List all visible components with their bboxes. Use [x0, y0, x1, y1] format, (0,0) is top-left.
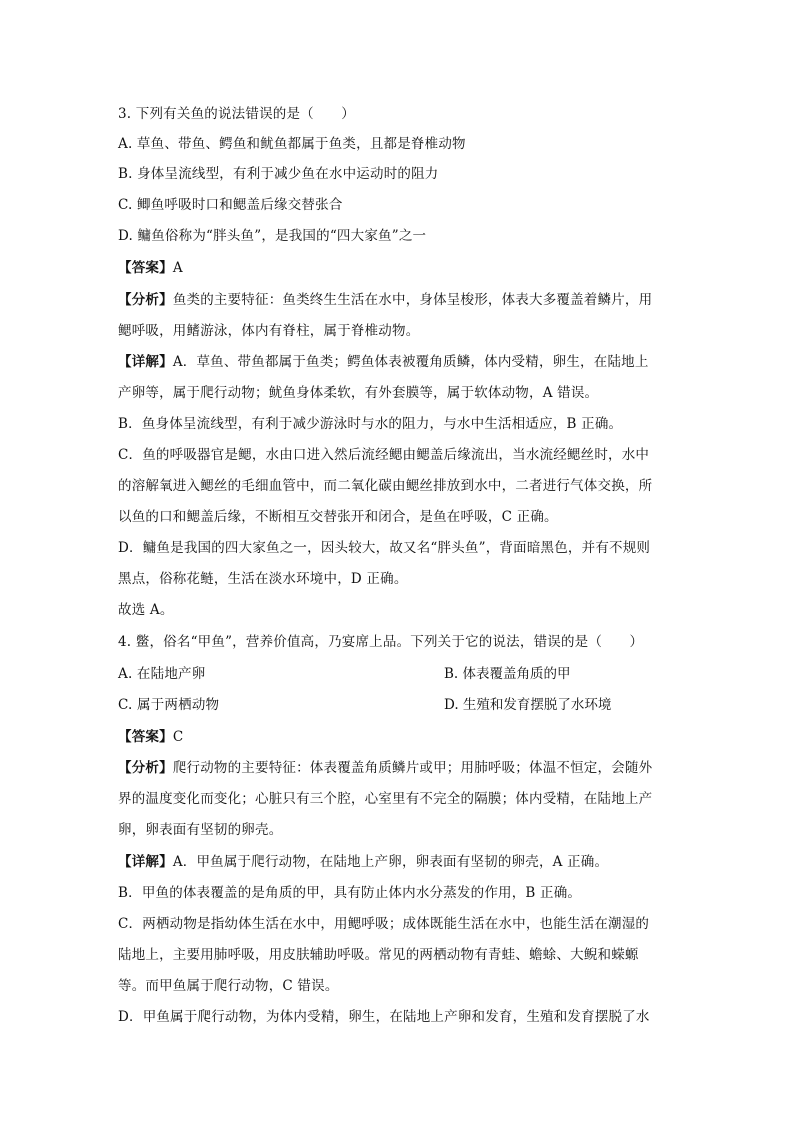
q4-stem: 4. 鳖，俗名“甲鱼”，营养价值高，乃宴席上品。下列关于它的说法，错误的是（ ）: [118, 634, 644, 650]
q3-detail-line-7: D．鳙鱼是我国的四大家鱼之一，因头较大，故又名“胖头鱼”，背面暗黑色，并有不规则: [118, 540, 651, 556]
q4-option-c: C. 属于两栖动物: [118, 697, 220, 713]
q4-analysis-tag: 【分析】: [118, 760, 173, 776]
q3-analysis-text-1: 鱼类的主要特征：鱼类终生生活在水中，身体呈梭形，体表大多覆盖着鳞片，用: [172, 292, 653, 308]
q4-option-a: A. 在陆地产卵: [118, 666, 206, 682]
q3-analysis-tag: 【分析】: [118, 292, 173, 308]
q3-analysis-line-1: [118, 290, 678, 310]
q3-detail-line-8: 黑点，俗称花鲢，生活在淡水环境中，D 正确。: [118, 571, 408, 587]
q3-option-c: C. 鲫鱼呼吸时口和鳃盖后缘交替张合: [118, 197, 343, 213]
q4-detail-line-3: C．两栖动物是指幼体生活在水中，用鳃呼吸；成体既能生活在水中，也能生活在潮湿的: [118, 916, 650, 932]
q3-conclusion: 故选 A。: [118, 602, 174, 618]
q3-stem: 3. 下列有关鱼的说法错误的是（ ）: [118, 106, 355, 122]
q4-detail-line-5: 等。而甲鱼属于爬行动物，C 错误。: [118, 978, 339, 994]
q3-detail-text-1: A．草鱼、带鱼都属于鱼类；鳄鱼体表被覆角质鳞，体内受精，卵生，在陆地上: [172, 354, 649, 370]
q4-analysis-line-1: [118, 758, 678, 778]
q3-answer: [118, 258, 678, 278]
q4-analysis-line-2: 界的温度变化而变化；心脏只有三个腔，心室里有不完全的隔膜；体内受精，在陆地上产: [118, 791, 653, 807]
q3-answer-value: A: [172, 260, 183, 276]
q3-detail-line-2: 产卵等，属于爬行动物；鱿鱼身体柔软，有外套膜等，属于软体动物，A 错误。: [118, 385, 599, 401]
q3-detail-tag: 【详解】: [118, 354, 173, 370]
q3-analysis-line-2: 鳃呼吸，用鳍游泳，体内有脊柱，属于脊椎动物。: [118, 323, 420, 339]
q3-detail-line-4: C．鱼的呼吸器官是鳃，水由口进入然后流经鳃由鳃盖后缘流出，当水流经鳃丝时，水中: [118, 447, 650, 463]
q4-detail-text-1: A．甲鱼属于爬行动物，在陆地上产卵，卵表面有坚韧的卵壳，A 正确。: [172, 854, 609, 870]
q3-option-b: B. 身体呈流线型，有利于减少鱼在水中运动时的阻力: [118, 166, 439, 182]
q4-option-b: B. 体表覆盖角质的甲: [444, 666, 571, 682]
q4-detail-line-6: D．甲鱼属于爬行动物，为体内受精，卵生，在陆地上产卵和发育，生殖和发育摆脱了水: [118, 1009, 650, 1025]
q3-detail-line-6: 以鱼的口和鳃盖后缘，不断相互交替张开和闭合，是鱼在呼吸，C 正确。: [118, 509, 558, 525]
q4-detail-line-1: [118, 852, 678, 872]
q4-answer-tag: 【答案】: [118, 729, 173, 745]
q4-answer: [118, 727, 678, 747]
q3-detail-line-1: [118, 352, 678, 372]
q4-detail-line-2: B．甲鱼的体表覆盖的是角质的甲，具有防止体内水分蒸发的作用，B 正确。: [118, 885, 582, 901]
q4-analysis-line-3: 卵，卵表面有坚韧的卵壳。: [118, 822, 283, 838]
q4-answer-value: C: [172, 729, 184, 745]
q3-detail-line-3: B．鱼身体呈流线型，有利于减少游泳时与水的阻力，与水中生活相适应，B 正确。: [118, 416, 623, 432]
q4-detail-line-4: 陆地上，主要用肺呼吸，用皮肤辅助呼吸。常见的两栖动物有青蛙、蟾蜍、大鲵和蝾螈: [118, 947, 639, 963]
q3-option-a: A. 草鱼、带鱼、鳄鱼和鱿鱼都属于鱼类，且都是脊椎动物: [118, 136, 466, 152]
q4-detail-tag: 【详解】: [118, 854, 173, 870]
q4-analysis-text-1: 爬行动物的主要特征：体表覆盖角质鳞片或甲；用肺呼吸；体温不恒定，会随外: [172, 760, 653, 776]
q4-option-d: D. 生殖和发育摆脱了水环境: [444, 697, 612, 713]
q3-option-d: D. 鳙鱼俗称为“胖头鱼”，是我国的“四大家鱼”之一: [118, 228, 427, 244]
q3-detail-line-5: 的溶解氧进入鳃丝的毛细血管中，而二氧化碳由鳃丝排放到水中，二者进行气体交换，所: [118, 478, 653, 494]
q3-answer-tag: 【答案】: [118, 260, 173, 276]
